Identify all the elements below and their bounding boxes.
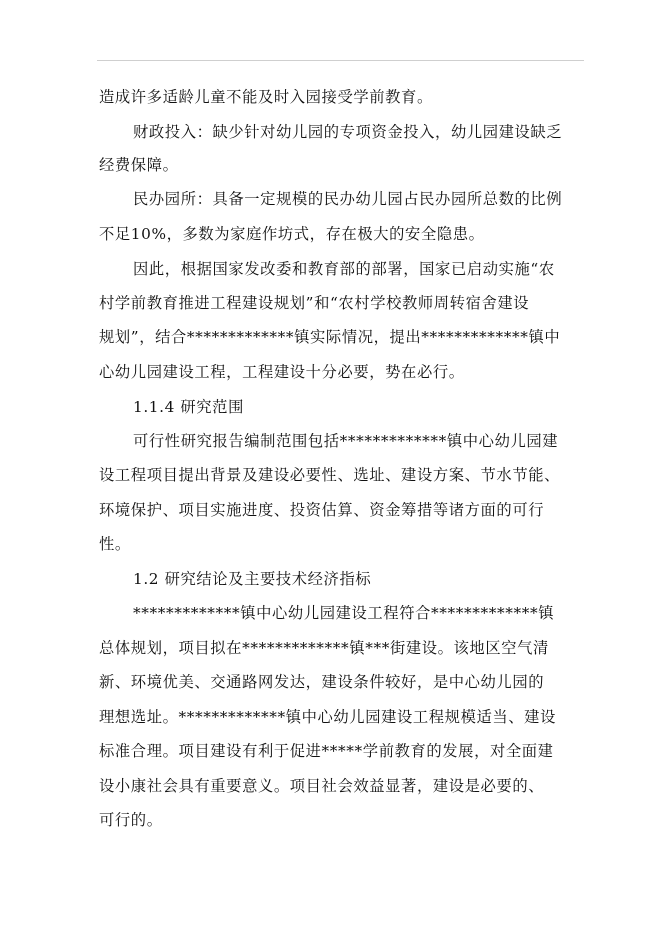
text-line: 民办园所：具备一定规模的民办幼儿园占民办园所总数的比例 bbox=[133, 190, 563, 208]
text-line: 理想选址。*************镇中心幼儿园建设工程规模适当、建设 bbox=[99, 708, 556, 726]
text-line: 造成许多适龄儿童不能及时入园接受学前教育。 bbox=[99, 88, 433, 106]
text-line: 性。 bbox=[99, 535, 131, 553]
text-line: 可行的。 bbox=[99, 811, 163, 829]
text-line: 设小康社会具有重要意义。项目社会效益显著，建设是必要的、 bbox=[99, 777, 545, 795]
section-heading: 1.1.4 研究范围 bbox=[133, 398, 244, 416]
text-line: 财政投入：缺少针对幼儿园的专项资金投入，幼儿园建设缺乏 bbox=[133, 123, 563, 141]
text-line: 规划”，结合*************镇实际情况，提出*************镇中 bbox=[99, 328, 561, 346]
text-line: 标准合理。项目建设有利于促进*****学前教育的发展，对全面建 bbox=[99, 742, 554, 760]
text-line: 总体规划，项目拟在*************镇***街建设。该地区空气清 bbox=[99, 639, 549, 657]
text-line: 经费保障。 bbox=[99, 156, 179, 174]
text-line: 设工程项目提出背景及建设必要性、选址、建设方案、节水节能、 bbox=[99, 466, 561, 484]
text-line: 不足10%，多数为家庭作坊式，存在极大的安全隐患。 bbox=[99, 225, 485, 243]
section-heading: 1.2 研究结论及主要技术经济指标 bbox=[133, 570, 372, 588]
text-line: 可行性研究报告编制范围包括*************镇中心幼儿园建 bbox=[133, 432, 559, 450]
text-line: 因此，根据国家发改委和教育部的部署，国家已启动实施“农 bbox=[133, 260, 555, 278]
header-rule bbox=[97, 60, 584, 61]
text-line: 心幼儿园建设工程，工程建设十分必要，势在必行。 bbox=[99, 363, 465, 381]
text-line: 环境保护、项目实施进度、投资估算、资金筹措等诸方面的可行 bbox=[99, 501, 545, 519]
text-line: 村学前教育推进工程建设规划”和“农村学校教师周转宿舍建设 bbox=[99, 294, 530, 312]
text-line: 新、环境优美、交通路网发达，建设条件较好，是中心幼儿园的 bbox=[99, 673, 545, 691]
text-line: *************镇中心幼儿园建设工程符合*************镇 bbox=[133, 604, 555, 622]
